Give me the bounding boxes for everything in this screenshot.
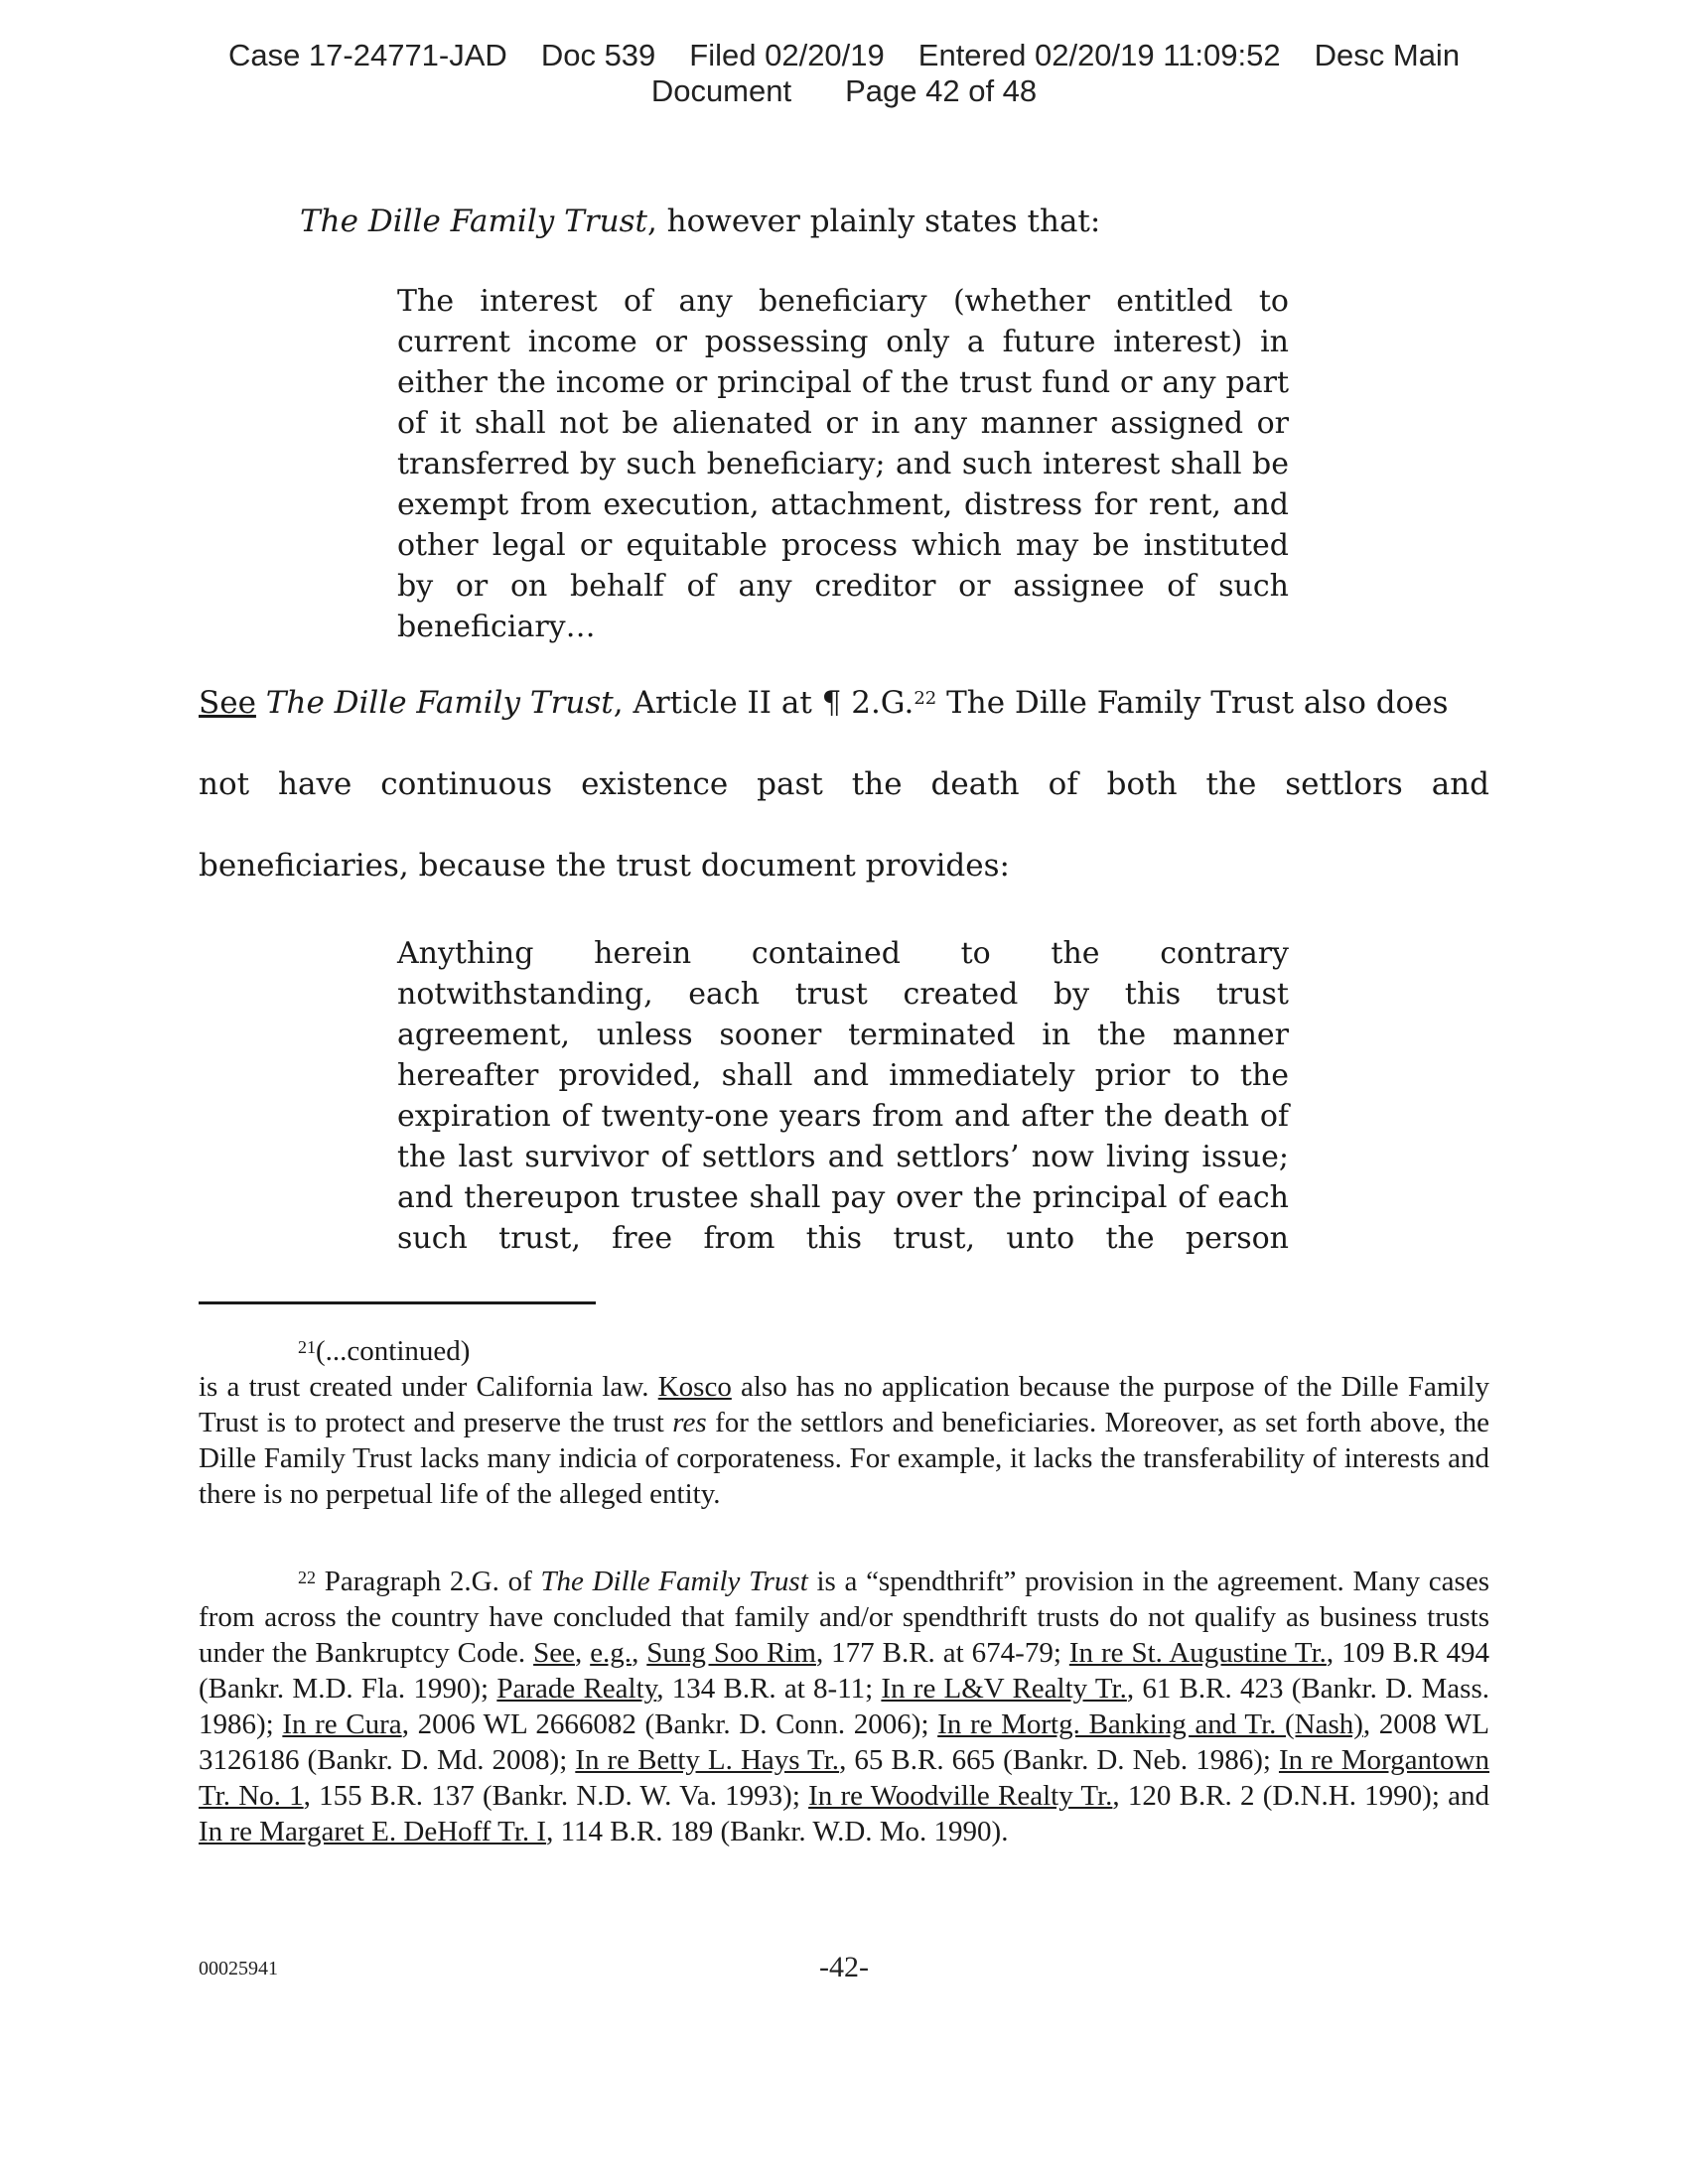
- case-cite: In re St. Augustine Tr.: [1068, 1637, 1327, 1669]
- case-cite: Parade Realty: [496, 1673, 657, 1705]
- footnote-text: , 114 B.R. 189 (Bankr. W.D. Mo. 1990).: [546, 1816, 1009, 1847]
- filing-header: [0, 38, 1688, 109]
- page-count: Page 42 of 48: [845, 73, 1038, 108]
- footnote-text: is a “spendthrift” provision in the agreement. Many cases from across the country have concluded that family and/or spendthrift trusts do not qualify as business trusts under the Bankruptcy Code.: [199, 1566, 1489, 1669]
- footnote-text: , 177 B.R. at 674-79;: [815, 1637, 1069, 1669]
- paragraph-line-3: beneficiaries, because the trust document provides:: [199, 848, 1010, 884]
- page-number: -42-: [819, 1951, 869, 1983]
- footnote-text: , 134 B.R. at 8-11;: [656, 1673, 882, 1705]
- block-quote-spendthrift: The interest of any beneficiary (whether entitled to current income or possessing only a future interest) in either the income or principal of the trust fund or any part of it shall not be alienated or in any manner assigned or transferred by such beneficiary; and such interest shall be exempt from execution, attachment, distress for rent, and other legal or equitable process which may be instituted by or on behalf of any creditor or assignee of such beneficiary…: [397, 284, 1289, 644]
- footnote-text: ,: [574, 1637, 591, 1669]
- latin-term-res: res: [672, 1407, 707, 1438]
- footnote-21: [199, 1333, 1489, 1512]
- filing-header-line-2: [0, 73, 1688, 109]
- body-paragraph: [199, 662, 1489, 906]
- footnote-text: , 155 B.R. 137 (Bankr. N.D. W. Va. 1993);: [303, 1780, 809, 1812]
- footnote-text: , 2006 WL 2666082 (Bankr. D. Conn. 2006);: [401, 1708, 938, 1740]
- case-cite-kosco: Kosco: [657, 1371, 732, 1403]
- lead-sentence: [300, 199, 1100, 244]
- entered-date: Entered 02/20/19 11:09:52: [917, 38, 1281, 72]
- footnote-text: , 120 B.R. 2 (D.N.H. 1990); and: [1112, 1780, 1489, 1812]
- footnote-text: , 109 B.R 494 (Bankr. M.D. Fla. 1990);: [199, 1637, 1490, 1705]
- trust-title: The Dille Family Trust: [540, 1566, 808, 1597]
- document-label: Document: [650, 73, 792, 108]
- footnote-ref-22[interactable]: 22: [914, 688, 937, 709]
- paragraph-line-2: not have continuous existence past the death of both the settlors and: [199, 766, 1489, 802]
- document-id: 00025941: [199, 1958, 278, 1979]
- lead-text: , however plainly states that:: [646, 204, 1101, 239]
- paragraph-text: The Dille Family Trust also does: [936, 685, 1449, 721]
- case-cite: In re Morgantown Tr. No. 1: [199, 1744, 1490, 1812]
- footnote-text: , 61 B.R. 423 (Bankr. D. Mass. 1986);: [199, 1673, 1489, 1740]
- footnote-text: for the settlors and beneficiaries. Moreover, as set forth above, the Dille Family Trust lacks many indicia of corporateness. For example, it lacks the transferability of interests and there is no perpetual life of the alleged entity.: [199, 1407, 1489, 1510]
- footnote-text: , 2008 WL 3126186 (Bankr. D. Md. 2008);: [199, 1708, 1489, 1776]
- doc-number: Doc 539: [540, 38, 656, 72]
- case-cite: In re Cura: [282, 1708, 402, 1740]
- footnote-text: also has no application because the purpose of the Dille Family Trust is to protect and preserve the trust: [199, 1371, 1489, 1438]
- desc-label: Desc Main: [1314, 38, 1461, 72]
- footnote-text: ,: [632, 1637, 647, 1669]
- footnote-text: is a trust created under California law.: [199, 1371, 658, 1403]
- case-cite: In re Betty L. Hays Tr.: [575, 1744, 840, 1776]
- filing-header-line-1: [0, 38, 1688, 73]
- footnote-22: [199, 1564, 1489, 1849]
- see-signal: See: [199, 685, 256, 721]
- case-cite: In re Margaret E. DeHoff Tr. I: [199, 1816, 547, 1847]
- continued-label: (...continued): [316, 1335, 471, 1367]
- footnote-number-22: 22: [298, 1568, 316, 1587]
- case-cite: In re Mortg. Banking and Tr. (Nash): [937, 1708, 1363, 1740]
- article-cite: , Article II at ¶ 2.G.: [613, 685, 914, 721]
- filed-date: Filed 02/20/19: [689, 38, 885, 72]
- eg-signal: e.g.: [590, 1637, 633, 1669]
- case-cite: In re Woodville Realty Tr.: [808, 1780, 1113, 1812]
- case-number: Case 17-24771-JAD: [227, 38, 507, 72]
- see-signal: See: [533, 1637, 575, 1669]
- case-cite: In re L&V Realty Tr.: [881, 1673, 1127, 1705]
- trust-title: The Dille Family Trust: [300, 204, 647, 239]
- paragraph-line-1: [199, 662, 1489, 744]
- footnote-text: , 65 B.R. 665 (Bankr. D. Neb. 1986);: [839, 1744, 1279, 1776]
- footnote-text: Paragraph 2.G. of: [316, 1566, 541, 1597]
- footnote-number-21: 21: [298, 1337, 316, 1357]
- block-quote-termination: Anything herein contained to the contrary notwithstanding, each trust created by this trust agreement, unless sooner terminated in the manner hereafter provided, shall and immediately prior to the expiration of twenty-one years from and after the death of the last survivor of settlors and settlors’ now living issue; and thereupon trustee shall pay over the principal of each such trust, free from this trust, unto the person: [397, 936, 1289, 1256]
- trust-title: The Dille Family Trust: [265, 685, 614, 721]
- case-cite: Sung Soo Rim: [646, 1637, 816, 1669]
- footnote-separator: [199, 1301, 596, 1304]
